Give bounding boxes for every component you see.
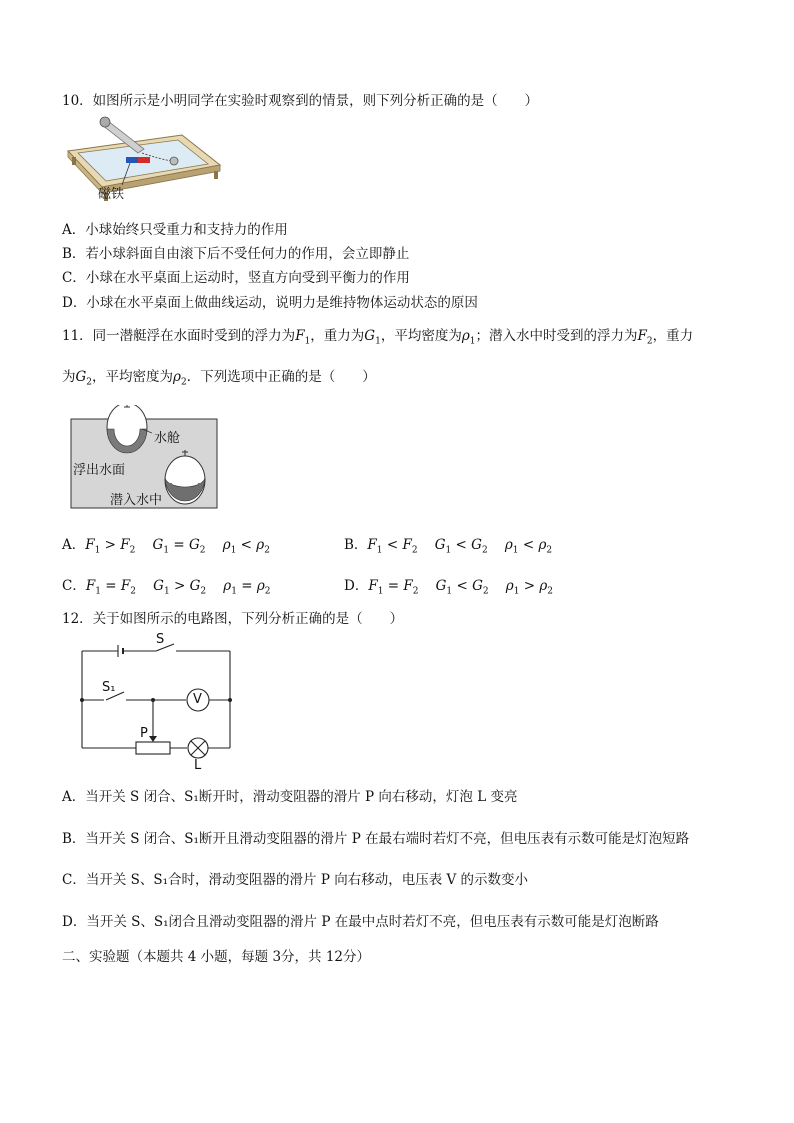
q11-option-c: C．$F_1 = F_2$ $G_1 > G_2$ $\rho_1 = \rho_2$ [62,578,271,597]
switch-s-label: S [156,632,165,647]
q12-stem: 12．关于如图所示的电路图，下列分析正确的是（ ） [62,611,404,627]
slider-p-label: P [140,726,148,741]
q10-stem: 10．如图所示是小明同学在实验时观察到的情景，则下列分析正确的是（ ） [62,93,539,109]
voltmeter-label: V [193,692,202,707]
lamp-l-label: L [194,758,202,773]
float-label: 浮出水面 [73,463,126,478]
q11-option-d: D．$F_1 = F_2$ $G_1 < G_2$ $\rho_1 > \rho_2$ [344,578,554,597]
q10-option-d: D．小球在水平桌面上做曲线运动，说明力是维持物体运动状态的原因 [62,295,478,311]
q10-option-b: B．若小球斜面自由滚下后不受任何力的作用，会立即静止 [62,246,410,262]
magnet-label: 磁铁 [98,187,125,202]
water-tank-label: 水舱 [154,431,181,446]
q10-figure-magnet-table [64,113,224,205]
q10-option-c: C．小球在水平桌面上运动时，竖直方向受到平衡力的作用 [62,270,410,286]
q11-option-b: B．$F_1 < F_2$ $G_1 < G_2$ $\rho_1 < \rho_2$ [344,537,553,556]
q12-option-b: B．当开关 S 闭合、S₁断开且滑动变阻器的滑片 P 在最右端时若灯不亮，但电压表有示数可能是灯泡短路 [62,831,690,847]
q11-option-a: A．$F_1 > F_2$ $G_1 = G_2$ $\rho_1 < \rho_2$ [62,537,270,556]
q12-circuit-diagram [76,634,236,774]
section-2-title: 二、实验题（本题共 4 小题，每题 3分，共 12分） [62,949,371,965]
switch-s1-label: S₁ [102,680,116,695]
q11-stem-line2: 为$G_2$，平均密度为$\rho_2$．下列选项中正确的是（ ） [62,369,376,388]
q12-option-d: D．当开关 S、S₁闭合且滑动变阻器的滑片 P 在最中点时若灯不亮，但电压表有示数可能是灯泡断路 [62,914,659,930]
q11-stem-line1: 11．同一潜艇浮在水面时受到的浮力为$F_1$，重力为$G_1$，平均密度为$\rho_1$；潜入水中时受到的浮力为$F_2$，重力 [62,328,694,347]
q12-option-a: A．当开关 S 闭合、S₁断开时，滑动变阻器的滑片 P 向右移动，灯泡 L 变亮 [62,789,518,805]
submerge-label: 潜入水中 [110,493,163,508]
q12-option-c: C．当开关 S、S₁合时，滑动变阻器的滑片 P 向右移动，电压表 V 的示数变小 [62,872,529,888]
q11-figure-submarine [70,405,218,509]
q10-option-a: A．小球始终只受重力和支持力的作用 [62,222,288,238]
